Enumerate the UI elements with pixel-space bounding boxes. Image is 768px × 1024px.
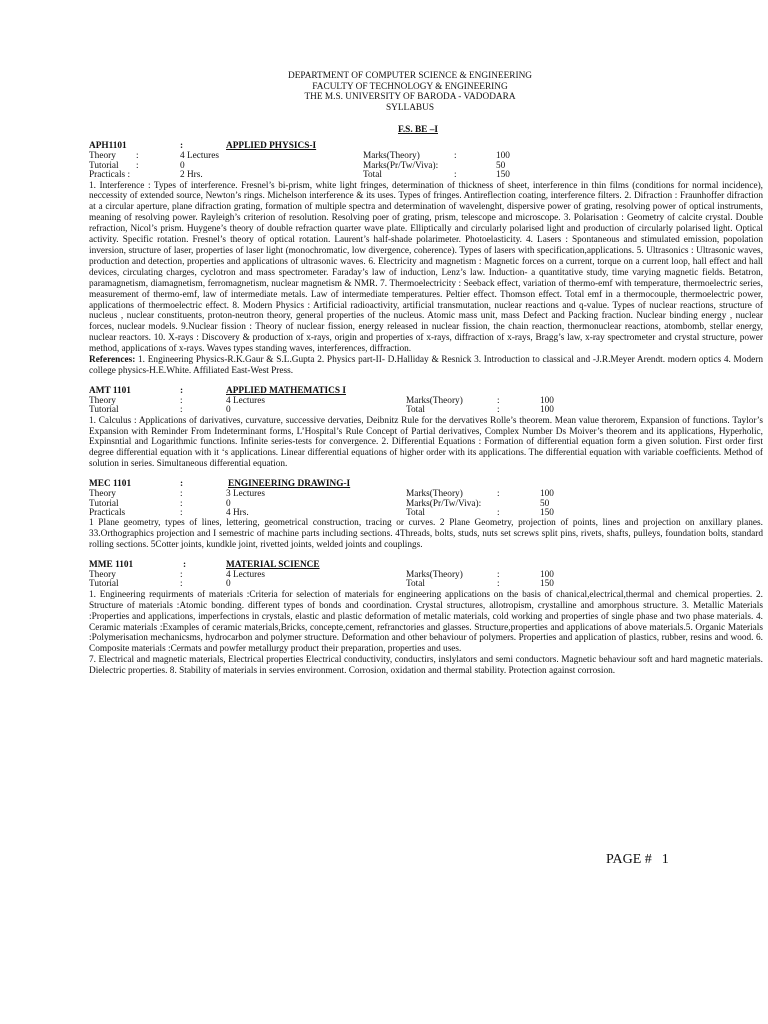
university-line: THE M.S. UNIVERSITY OF BARODA - VADODARA	[304, 92, 516, 103]
detail-sep: :	[136, 151, 139, 162]
detail-label: Practicals :	[89, 170, 131, 181]
course-detail-row	[89, 406, 763, 415]
detail-value: 4 Lectures	[226, 570, 265, 581]
marks-label: Marks(Pr/Tw/Viva):	[363, 160, 439, 171]
marks-value: 100	[496, 151, 510, 162]
marks-sep: :	[497, 489, 500, 500]
syllabus-page	[89, 71, 763, 677]
marks-sep: :	[454, 151, 457, 162]
course-code: MEC 1101	[89, 479, 132, 490]
detail-value: 4 Hrs.	[226, 507, 249, 518]
detail-sep: :	[180, 579, 183, 590]
marks-sep: :	[497, 579, 500, 590]
detail-label: Theory	[89, 489, 116, 500]
detail-label: Tutorial	[89, 579, 119, 590]
marks-value: 150	[540, 579, 554, 590]
course-colon: :	[180, 479, 184, 490]
course-block	[89, 141, 763, 376]
course-content-continued: 7. Electrical and magnetic materials, Electrical properties Electrical conductivity, conductirs, inslylators and semi conductors. Magnetic behaviour soft and hard magnetic materials. Dielectric properties. 8. Stability of materials in servies environment. Corrosion, oxidation and thermal stability. Protection against corrosion.	[89, 655, 763, 677]
course-detail-row	[89, 500, 763, 509]
department-line: DEPARTMENT OF COMPUTER SCIENCE & ENGINEERING	[287, 71, 532, 81]
course-block	[89, 386, 763, 470]
references-label: References:	[89, 355, 136, 366]
marks-label: Marks(Theory)	[363, 151, 420, 162]
page-number: 1	[661, 852, 669, 867]
course-code: MME 1101	[89, 560, 134, 571]
marks-sep: :	[497, 395, 500, 406]
course-detail-row	[89, 509, 763, 518]
marks-label: Marks(Theory)	[406, 489, 463, 500]
marks-value: 100	[540, 405, 554, 416]
course-detail-row	[89, 397, 763, 406]
detail-label: Tutorial	[89, 405, 119, 416]
course-block	[89, 479, 763, 551]
course-block	[89, 560, 763, 677]
detail-label: Tutorial	[89, 498, 119, 509]
marks-label: Total	[406, 405, 425, 416]
course-content: 1. Engineering requirments of materials :Criteria for selection of materials for engineering applications on the basis of chanical,electrical,thermal and chemical properties. 2. Structure of materials :Atomic bonding. different types of bonds and coordination. Crystal structures, allotropism, crystalline and amorphous structure. 3. Metallic Materials :Properties and applications, imperfections in crystals, elastic and plastic deformation of metalic materials, cold working and properties of single phase and two phase materials. 4. Ceramic materials :Examples of ceramic materials,Bricks, concepte,cement, refranctories and glasses. Structure,properties and applications of above materials.5. Organic Materials :Polymerisation mechanicsms, hydrocarbon and polymer structure. Deformation and other behaviour of polymers. Properties and application of plastics, rubber, resins and wood. 6. Composite materials :Cermats and powfer metallurgy product their preparation, properties and uses.	[89, 589, 763, 655]
detail-value: 0	[226, 405, 231, 416]
marks-label: Total	[406, 579, 425, 590]
course-detail-row	[89, 171, 763, 180]
detail-sep: :	[180, 405, 183, 416]
course-colon: :	[180, 385, 184, 396]
detail-label: Theory	[89, 151, 116, 162]
detail-value: 4 Lectures	[180, 151, 219, 162]
page-label: PAGE #	[606, 852, 652, 867]
course-detail-row	[89, 580, 763, 589]
marks-label: Marks(Theory)	[406, 395, 463, 406]
detail-sep: :	[180, 570, 183, 581]
course-content: 1. Calculus : Applications of darivatives, curvature, successive dervaties, Deibnitz Rule for the dervatives Rolle’s theorem. Mean value therorem, Expansion of functions. Taylor’s Expansion with Reminder From Indeterminant forms, L’Hospital’s Rule Concept of Partial derivatives, Complex Number Ds Moiver’s theorem and its applications, Hyperholic, Expinsntial and Logarithmic functions. Infinite series-tests for convergence. 2. Differential Equations : Formation of differential equation form a given solution. First order first degree differential equation with it ‘s applications. Linear differential equations of higher order with its applications. The differential equation with variable coefficients. Method of solution in series. Simultaneous differential equation.	[89, 415, 763, 470]
course-name: APPLIED PHYSICS-I	[226, 141, 317, 152]
marks-value: 150	[540, 507, 554, 518]
marks-value: 100	[540, 570, 554, 581]
detail-value: 3 Lectures	[226, 489, 265, 500]
marks-value: 150	[496, 170, 510, 181]
course-name: APPLIED MATHEMATICS I	[226, 385, 347, 396]
detail-value: 0	[226, 498, 231, 509]
detail-value: 0	[226, 579, 231, 590]
semester-heading: F.S. BE –I	[398, 125, 438, 136]
document-header	[73, 71, 747, 113]
faculty-line: FACULTY OF TECHNOLOGY & ENGINEERING	[312, 81, 508, 92]
detail-sep: :	[180, 489, 183, 500]
marks-label: Total	[406, 507, 425, 518]
marks-sep: :	[497, 570, 500, 581]
detail-label: Theory	[89, 570, 116, 581]
marks-label: Total	[363, 170, 382, 181]
course-colon: :	[183, 560, 187, 571]
course-content: 1. Interference : Types of interference. Fresnel’s bi-prism, white light fringes, determination of thickness of sheet, interference in thin films (conditions for normal incidence), neccessity of extended source, Newton’s rings. Michelson interference & its uses. Types of fringes. Antireflection coating, interference filters. 2. Difraction : Fraunhoffer difraction at a circular aperture, plane difraction grating, formation of multiple spectra and determination of wavelenght, dispersive power of grating, resolving power of optical instruments, meaning of resolving power. Rayleigh’s criterion of resolution. Resolving poer of grating, prism, telescope and microscope. 3. Polarisation : Geometry of calcite crystal. Double refraction, Nicol’s prism. Huygene’s theory of double refraction quarter wave plate. Elliptically and circularly polarised light and production of circularly polarised light. Optical activity. Specific rotation. Fresnel’s theory of optical rotation. Laurent’s half-shade polarimeter. Photoelasticity. 4. Lasers : Spontaneous and stimulated emission, popolation inversion, structure of laser, properties of laser light (monochromatic, low divergence, coherence). Types of lasers with specification,applications. 5. Ultrasonics : Ultrasonic waves, production and detection, properties and applications of ultrasonic waves. 6. Electricity and magnetism : Magnetic forces on a current, torque on a current loop, hall effect and hall devices, circulating charges, cyclotron and mass spectrometer. Faraday’s law of induction, Lenz’s law. Induction- a quantitative study, time varying magnetic fields. Betatron, paramagnetism, diamagnetism, ferromagnetism, nuclear magnetism & NMR. 7. Thermoelectricity : Seeback effect, variation of thermo-emf with temperature, thermoelectric series, measurement of thermo-emf, law of intermediate metals. Law of intermediate temperatures. Peltier effect. Thomson effect. Total emf in a thermocouple, thermoelectric power, applications of thermoelectric effect. 8. Modern Physics : Artificial radioactivity, artificial transmutation, nuclear reactions and q-value. Types of nuclear reactions, structure of nucleus , nuclear constituents, proton-neutron theory, general properties of the nucleus. Atomic mass unit, mass Defect and Packing fraction. Nuclear binding energy , nuclear forces, nuclear models. 9.Nuclear fission : Theory of nuclear fission, energy released in nuclear fission, the chain reaction, thermonuclear reactions, atombomb, stellar energy, nuclear reactors. 10. X-rays : Discovery & production of x-rays, origin and properties of x-rays, diffraction of x-rays, Bragg’s law, x-ray spectrometer and crystal structure, power method, applications of x-rays. Waves types standing waves, interferences, diffraction.	[89, 180, 763, 355]
marks-value: 50	[496, 160, 506, 171]
marks-value: 100	[540, 489, 554, 500]
detail-sep: :	[180, 395, 183, 406]
detail-value: 4 Lectures	[226, 395, 265, 406]
course-code: AMT 1101	[89, 385, 131, 396]
marks-value: 50	[540, 498, 550, 509]
detail-sep: :	[136, 160, 139, 171]
course-name: ENGINEERING DRAWING-I	[228, 479, 351, 490]
detail-label: Tutorial	[89, 160, 119, 171]
detail-label: Practicals	[89, 507, 126, 518]
detail-value: 0	[180, 160, 185, 171]
course-references	[89, 355, 763, 377]
course-code: APH1101	[89, 141, 127, 152]
detail-value: 2 Hrs.	[180, 170, 203, 181]
marks-sep: :	[497, 405, 500, 416]
course-colon: :	[180, 141, 184, 152]
syllabus-line: SYLLABUS	[385, 102, 435, 113]
references-text: 1. Engineering Physics-R.K.Gaur & S.L.Gupta 2. Physics part-II- D.Halliday & Resnick 3. Introduction to classical and -J.R.Meyer Arendt. modern optics 4. Modern college physics-H.E.White. Affiliated East-West Press.	[89, 355, 763, 376]
marks-label: Marks(Theory)	[406, 570, 463, 581]
marks-sep: :	[497, 507, 500, 518]
detail-sep: :	[180, 507, 183, 518]
course-content: 1 Plane geometry, types of lines, lettering, geometrical construction, tracing or curves. 2 Plane Geometry, projection of points, lines and projection on anxillary planes. 33.Orthographics projection and I semestric of machine parts including sections. 4Threads, bolts, studs, nuts set screws split pins, rivets, shafts, pulleys, foundation bolts, standard rolling sections. 5Cotter joints, kundkle joint, rivetted joints, welded joints and couplings.	[89, 518, 763, 551]
marks-value: 100	[540, 395, 554, 406]
marks-label: Marks(Pr/Tw/Viva):	[406, 498, 482, 509]
detail-label: Theory	[89, 395, 116, 406]
course-name: MATERIAL SCIENCE	[226, 560, 320, 571]
detail-sep: :	[180, 498, 183, 509]
marks-sep: :	[454, 170, 457, 181]
course-detail-row	[89, 571, 763, 580]
page-number-footer	[606, 852, 669, 868]
